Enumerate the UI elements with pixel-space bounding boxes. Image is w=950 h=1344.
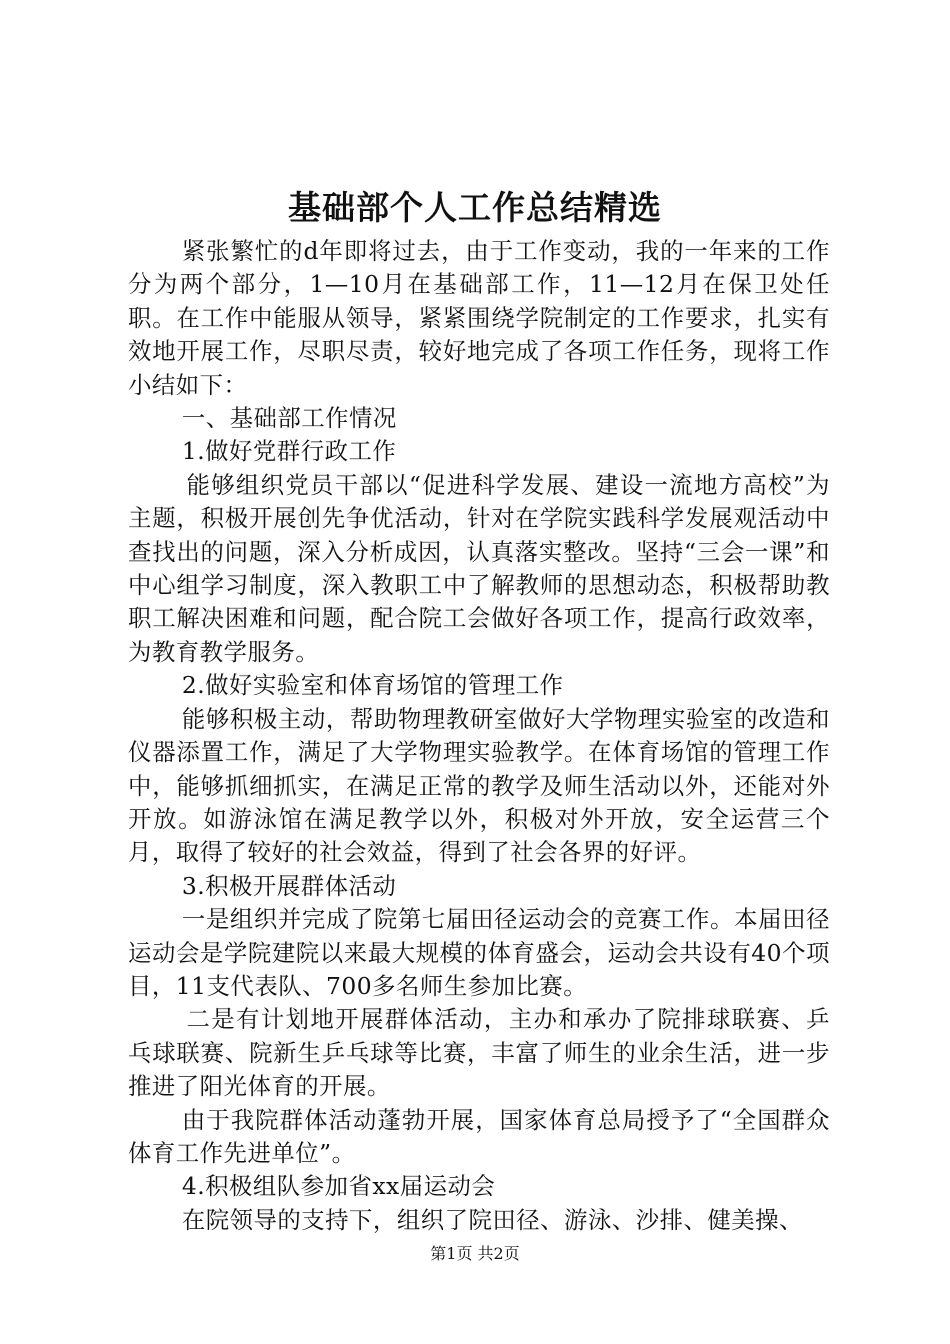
- subheading-group-activities: 3.积极开展群体活动: [181, 871, 397, 900]
- paragraph-track-meet: 一是组织并完成了院第七届田径运动会的竞赛工作。本届田径运动会是学院建院以来最大规模的体育盛会，运动会共设有40个项目，11支代表队、700多名师生参加比赛。: [128, 905, 830, 1000]
- paragraph-party-admin: 能够组织党员干部以“促进科学发展、建设一流地方高校”为主题，积极开展创先争优活动，针对在学院实践科学发展观活动中查找出的问题，深入分析成因，认真落实整改。坚持“三会一课”和中心组学习制度，深入教职工中了解教师的思想动态，积极帮助教职工解决困难和问题，配合院工会做好各项工作，提高行政效率，为教育教学服务。: [128, 470, 830, 666]
- page-footer: 第1页 共2页: [430, 1244, 520, 1263]
- paragraph-group-events: 二是有计划地开展群体活动，主办和承办了院排球联赛、乒乓球联赛、院新生乒乓球等比赛，丰富了师生的业余生活，进一步推进了阳光体育的开展。: [128, 1005, 830, 1101]
- subheading-provincial-games: 4.积极组队参加省xx届运动会: [181, 1172, 496, 1201]
- subheading-lab-venue: 2.做好实验室和体育场馆的管理工作: [181, 671, 564, 700]
- paragraph-provincial-games: 在院领导的支持下，组织了院田径、游泳、沙排、健美操、: [181, 1205, 803, 1234]
- document-title: 基础部个人工作总结精选: [288, 188, 662, 227]
- document-body: [128, 235, 830, 1237]
- paragraph-lab-venue: 能够积极主动，帮助物理教研室做好大学物理实验室的改造和仪器添置工作，满足了大学物理实验教学。在体育场馆的管理工作中，能够抓细抓实，在满足正常的教学及师生活动以外，还能对外开放。如游泳馆在满足教学以外，积极对外开放，安全运营三个月，取得了较好的社会效益，得到了社会各界的好评。: [128, 704, 830, 867]
- paragraph-award: 由于我院群体活动蓬勃开展，国家体育总局授予了“全国群众体育工作先进单位”。: [128, 1105, 830, 1167]
- subheading-party-admin: 1.做好党群行政工作: [181, 437, 397, 466]
- paragraph-intro: 紧张繁忙的d年即将过去，由于工作变动，我的一年来的工作分为两个部分，1—10月在基础部工作，11—12月在保卫处任职。在工作中能服从领导，紧紧围绕学院制定的工作要求，扎实有效地开展工作，尽职尽责，较好地完成了各项工作任务，现将工作小结如下：: [128, 237, 830, 399]
- section-heading-basic-dept: 一、基础部工作情况: [181, 404, 397, 433]
